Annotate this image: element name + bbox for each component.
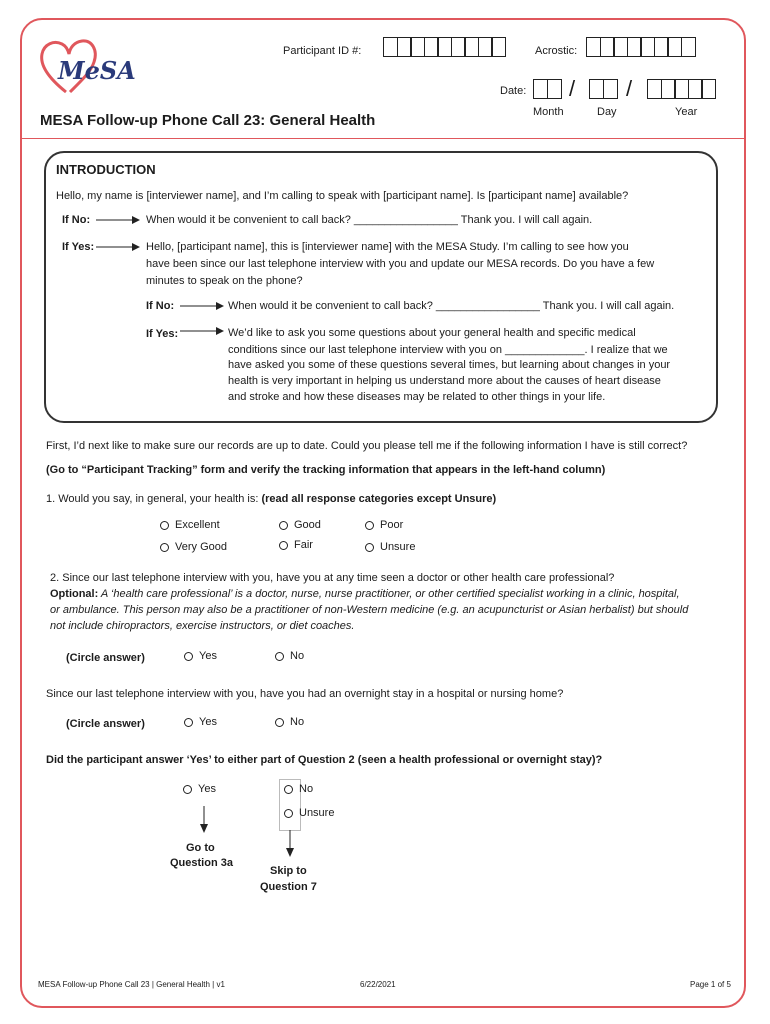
q1-option-excellent[interactable] <box>160 519 220 531</box>
q1-question: 1. Would you say, in general, your health is: <box>46 493 262 505</box>
q2b-text: Since our last telephone interview with you, have you had an overnight stay in a hospital or nursing home? <box>46 688 564 700</box>
nested-yes-line-1: We’d like to ask you some questions about your general health and specific medical <box>228 327 636 339</box>
summary-option-yes[interactable] <box>183 783 216 795</box>
year-label: Year <box>675 106 698 118</box>
q2a-option-yes[interactable] <box>184 650 217 662</box>
goto-line-2: Question 3a <box>170 857 233 869</box>
acrostic-field[interactable] <box>586 37 694 57</box>
radio-icon <box>275 718 284 727</box>
arrow-down-icon <box>285 830 295 858</box>
if-no-label: If No: <box>62 214 91 226</box>
nested-yes-line-2: conditions since our last telephone interview with you on _____________. I realize that we <box>228 344 668 356</box>
optional-text-1: A ‘health care professional’ is a doctor, nurse, nurse practitioner, or other certified specialist working in a clinic, hospital, <box>98 588 680 600</box>
option-label: Yes <box>199 716 217 728</box>
option-label: No <box>290 716 305 728</box>
radio-icon <box>184 718 193 727</box>
radio-icon <box>183 785 192 794</box>
if-yes-line-3: minutes to speak on the phone? <box>146 275 303 287</box>
radio-icon <box>184 652 193 661</box>
participant-id-label: Participant ID #: <box>283 45 362 57</box>
radio-icon <box>160 521 169 530</box>
radio-icon <box>279 541 288 550</box>
option-label: No <box>290 650 305 662</box>
footer-date: 6/22/2021 <box>360 980 396 989</box>
intro-line: Hello, my name is [interviewer name], and I’m calling to speak with [participant name]. Is [participant name] available? <box>56 190 629 202</box>
q2b-option-yes[interactable] <box>184 716 217 728</box>
mesa-logo <box>36 36 146 96</box>
radio-icon <box>365 543 374 552</box>
optional-label: Optional: <box>50 588 99 600</box>
nested-yes-line-5: and stroke and how these diseases may be related to other things in your life. <box>228 391 606 403</box>
arrow-right-icon <box>180 301 224 311</box>
skip-line-2: Question 7 <box>260 881 317 893</box>
day-field[interactable] <box>589 79 616 99</box>
year-field[interactable] <box>647 79 715 99</box>
q1-option-very-good[interactable] <box>160 541 227 553</box>
q1-instruction: (read all response categories except Unsure) <box>261 493 497 505</box>
option-label: Fair <box>294 539 313 551</box>
if-yes-line-1: Hello, [participant name], this is [interviewer name] with the MESA Study. I’m calling to see how you <box>146 241 629 253</box>
option-label: Unsure <box>299 807 335 819</box>
tracking-instruction: (Go to “Participant Tracking” form and verify the tracking information that appears in the left-hand column) <box>46 464 606 476</box>
if-no-text: When would it be convenient to call back? _________________ Thank you. I will call again. <box>146 214 593 226</box>
radio-icon <box>279 521 288 530</box>
q2-optional-3: not include chiropractors, exercise instructors, or diet coaches. <box>50 620 355 632</box>
form-title: MESA Follow-up Phone Call 23: General Health <box>40 112 376 129</box>
nested-if-no-label: If No: <box>146 300 175 312</box>
q1-option-poor[interactable] <box>365 519 403 531</box>
option-label: Very Good <box>175 541 227 553</box>
participant-id-field[interactable] <box>383 37 505 57</box>
radio-icon <box>284 809 293 818</box>
q2b-option-no[interactable] <box>275 716 304 728</box>
date-slash-1: / <box>569 76 576 101</box>
if-yes-line-2: have been since our last telephone interview with you and update our MESA records. Do you have a few <box>146 258 655 270</box>
footer-page: Page 1 of 5 <box>690 980 731 989</box>
q1-option-unsure[interactable] <box>365 541 415 553</box>
q2b-circle-answer: (Circle answer) <box>66 718 145 730</box>
summary-option-unsure[interactable] <box>284 807 334 819</box>
intro-heading: INTRODUCTION <box>56 162 156 177</box>
q1-option-fair[interactable] <box>279 539 313 551</box>
skip-line-1: Skip to <box>270 865 307 877</box>
q2-optional-2: or ambulance. This person may also be a practitioner of non-Western medicine (e.g. an acupuncturist or Asian herbalist) but should <box>50 604 689 616</box>
q1-text <box>46 491 496 507</box>
acrostic-label: Acrostic: <box>535 45 578 57</box>
radio-icon <box>275 652 284 661</box>
q2a-circle-answer: (Circle answer) <box>66 652 145 664</box>
arrow-right-icon <box>180 326 224 336</box>
arrow-down-icon <box>199 806 209 834</box>
records-line: First, I’d next like to make sure our records are up to date. Could you please tell me if the following information I have is still correct? <box>46 440 688 452</box>
month-label: Month <box>533 106 564 118</box>
radio-icon <box>284 785 293 794</box>
radio-icon <box>365 521 374 530</box>
footer-left: MESA Follow-up Phone Call 23 | General Health | v1 <box>38 980 225 989</box>
option-label: Yes <box>199 650 217 662</box>
nested-if-no-text: When would it be convenient to call back? _________________ Thank you. I will call again. <box>228 300 675 312</box>
q1-option-good[interactable] <box>279 519 321 531</box>
header-divider <box>22 138 744 139</box>
nested-yes-line-4: health is very important in helping us understand more about the causes of heart disease <box>228 375 661 387</box>
option-label: Good <box>294 519 321 531</box>
arrow-right-icon <box>96 215 140 225</box>
q2-text: 2. Since our last telephone interview with you, have you at any time seen a doctor or other health care professional? <box>50 572 615 584</box>
option-label: Excellent <box>175 519 220 531</box>
nested-yes-line-3: have asked you some of these questions several times, but learning about changes in your <box>228 359 671 371</box>
date-slash-2: / <box>626 76 633 101</box>
q2-optional-1 <box>50 586 680 602</box>
option-label: Yes <box>198 783 216 795</box>
month-field[interactable] <box>533 79 560 99</box>
q2a-option-no[interactable] <box>275 650 304 662</box>
logo-text: MeSA <box>58 56 136 85</box>
option-label: No <box>299 783 314 795</box>
option-label: Unsure <box>380 541 416 553</box>
goto-line-1: Go to <box>186 842 215 854</box>
arrow-right-icon <box>96 242 140 252</box>
summary-option-no[interactable] <box>284 783 313 795</box>
nested-if-yes-label: If Yes: <box>146 328 179 340</box>
q2-summary: Did the participant answer ‘Yes’ to either part of Question 2 (seen a health professional or overnight stay)? <box>46 754 603 766</box>
radio-icon <box>160 543 169 552</box>
date-label: Date: <box>500 85 527 97</box>
day-label: Day <box>597 106 617 118</box>
option-label: Poor <box>380 519 404 531</box>
if-yes-label: If Yes: <box>62 241 95 253</box>
